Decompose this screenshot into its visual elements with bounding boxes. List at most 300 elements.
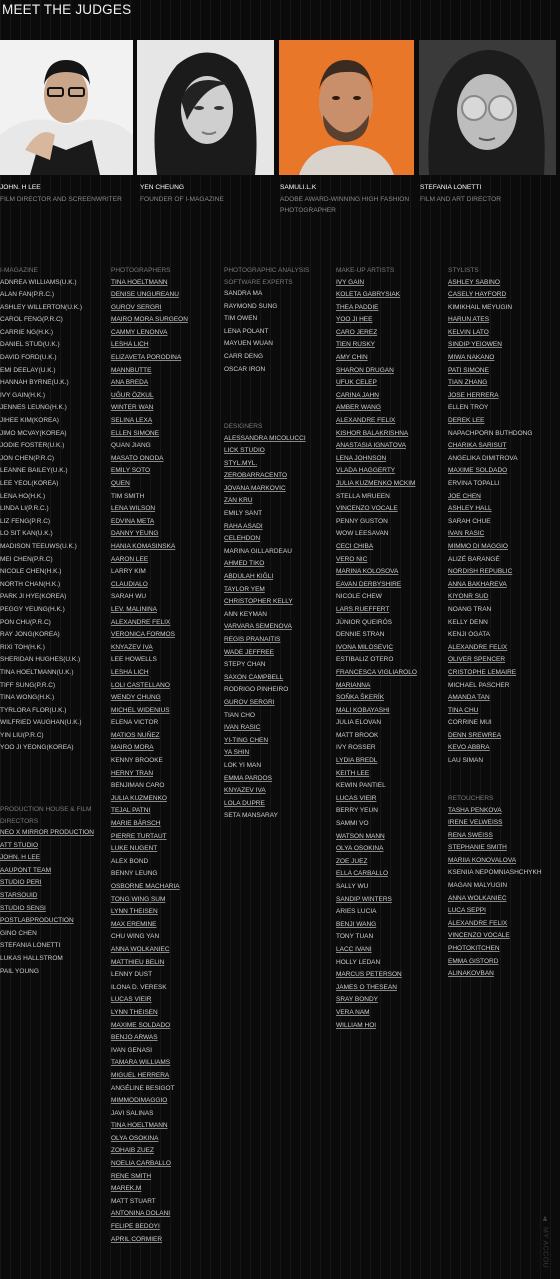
list-item[interactable]: AMBER WANG — [336, 404, 381, 412]
list-item: ARIES LUCIA — [336, 908, 377, 916]
list-item[interactable]: LYNN THEISEN — [111, 908, 158, 916]
list-item[interactable]: LYDIA BREDL — [336, 757, 378, 765]
list-item[interactable]: STARSOUID — [0, 891, 38, 899]
list-item[interactable]: WINTER WAN — [111, 404, 154, 412]
list-item: ELENA VICTOR — [111, 719, 159, 727]
list-item[interactable]: MAXIME SOLDADO — [111, 1021, 171, 1029]
list-item[interactable]: HERNY TRAN — [111, 769, 154, 777]
list-item: SHERIDAN HUGHES(U.K.) — [0, 656, 81, 664]
list-item[interactable]: DEREK LEE — [448, 417, 485, 425]
list-item[interactable]: RENA SWEISS — [448, 831, 493, 839]
list-item: ERVINA TOPALLI — [448, 480, 500, 487]
list-item[interactable]: LICK STUDIO — [224, 447, 265, 455]
list-item[interactable]: CARINA JAHN — [336, 391, 379, 399]
list-item[interactable]: MAIRO MORA — [111, 744, 154, 752]
list-item[interactable]: AMY CHIN — [336, 354, 368, 362]
list-item: WILFRIED VAUGHAN(U.K.) — [0, 719, 82, 727]
list-item[interactable]: LUCAS VIEIR — [336, 794, 377, 802]
column-makeup-artists — [336, 265, 448, 1032]
list-item[interactable]: CHRISTOPHER KELLY — [224, 598, 293, 606]
list-item[interactable]: MATTHIEU BELIN — [111, 958, 165, 966]
list-item: CORRINE MUI — [448, 719, 492, 727]
list-item[interactable]: SHARON DRUGAN — [336, 366, 394, 374]
list-item[interactable]: WENDY CHUNG — [111, 694, 161, 702]
list-item[interactable]: ZAN KRU — [224, 497, 253, 505]
list-item[interactable]: ALEXANDRE FELIX — [336, 417, 396, 425]
list-item[interactable]: TAMARA WILLIAMS — [111, 1059, 171, 1067]
list-item: TIM SMITH — [111, 492, 145, 500]
list-item[interactable]: CRISTOPHE LEMAIRE — [448, 668, 517, 676]
column-photographers — [111, 265, 223, 1246]
list-item[interactable]: TONG WING SUM — [111, 895, 166, 903]
list-item: ASHLEY WILLERTON(U.K.) — [0, 303, 82, 311]
column-heading: SOFTWARE EXPERTS — [224, 278, 293, 286]
list-item[interactable]: LUKE NUGENT — [111, 845, 158, 853]
list-item[interactable]: KNYAZEV IVA — [111, 643, 153, 651]
list-item: KENJI OGATA — [448, 631, 491, 639]
judge-name[interactable]: STEFANIA LONETTI — [420, 184, 482, 191]
list-item: ANGELIKA DIMITROVA — [448, 454, 518, 462]
list-item[interactable]: NORDISH REPUBLIC — [448, 568, 513, 576]
list-item[interactable]: ZOE JUEZ — [336, 857, 368, 865]
list-item: PENNY GUSTON — [336, 517, 388, 525]
column-retouchers — [448, 793, 560, 981]
judge-name[interactable]: SAMULI.L.K — [280, 184, 317, 191]
judge-role: FILM AND ART DIRECTOR — [420, 195, 501, 203]
list-item[interactable]: ZEROBARRACENTO — [224, 472, 288, 480]
list-item[interactable]: LESHA LICH — [111, 341, 149, 349]
list-item[interactable]: EMILY SOTO — [111, 467, 151, 475]
list-item[interactable]: STUDIO PERI — [0, 879, 42, 887]
list-item: YIN LIU(P.R.C) — [0, 731, 44, 739]
list-item[interactable]: ANASTASIA IGNATOVA — [336, 442, 406, 450]
list-item: NORTH CHAN(H.K.) — [0, 580, 61, 588]
list-item[interactable]: LARS RUEFFERT — [336, 605, 390, 613]
list-item[interactable]: OLYA OSOKINA — [111, 1134, 159, 1142]
list-item: JIHEE KIM(KOREA) — [0, 417, 59, 425]
list-item: ELLEN TROY — [448, 404, 489, 412]
list-item[interactable]: ANNA WOLKANIEC — [111, 945, 170, 953]
list-item[interactable]: STUDIO SENSI — [0, 904, 46, 912]
list-item: CARR DENG — [224, 352, 264, 360]
list-item: ANGÉLINE BESIGOT — [111, 1084, 175, 1092]
list-item[interactable]: TINA HOELTMANN — [111, 1122, 168, 1130]
list-item[interactable]: VERA NAM — [336, 1008, 370, 1016]
list-item[interactable]: KEITH LEE — [336, 769, 370, 777]
list-item: CARRIE NG(H.K.) — [0, 328, 54, 336]
list-item[interactable]: ALEXANDRE FELIX — [111, 618, 171, 626]
list-item[interactable]: KELVIN LATO — [448, 328, 489, 336]
list-item: BENNY LEUNG — [111, 870, 158, 878]
list-item: GINO CHEN — [0, 929, 37, 937]
judge-portrait-1-image — [0, 40, 133, 175]
list-item: SANDRA MA — [224, 290, 263, 297]
list-item: SETA MANSARAY — [224, 812, 278, 820]
list-item[interactable]: CELEHDON — [224, 535, 261, 543]
list-item: QUAN JIANG — [111, 442, 151, 450]
list-item[interactable]: ELLEN SIMONE — [111, 429, 160, 437]
list-item: LUKAS HALLSTROM — [0, 954, 63, 962]
list-item[interactable]: ANNA WOLKANIEC — [448, 894, 507, 902]
list-item: RAYMOND SUNG — [224, 302, 278, 310]
list-item: RIXI TOH(H.K.) — [0, 643, 45, 651]
list-item: MATT BROOK — [336, 731, 379, 739]
list-item[interactable]: MARIANNA — [336, 681, 371, 689]
list-item[interactable]: EDVINA META — [111, 517, 155, 525]
list-item[interactable]: SRAY BONDY — [336, 996, 379, 1004]
list-item[interactable]: RENE SMITH — [111, 1172, 152, 1180]
list-item[interactable]: SOŇKA ŠKERÍK — [336, 694, 385, 702]
list-item[interactable]: IVAN RASIC — [224, 724, 261, 732]
list-item[interactable]: BENJO ARWAS — [111, 1034, 158, 1042]
list-item[interactable]: MAIRO MORA SURGEON — [111, 316, 188, 324]
list-item: BENJIMAN CARO — [111, 782, 165, 790]
list-item[interactable]: EMMA GISTORD — [448, 957, 499, 965]
list-item[interactable]: WATSON MANN — [336, 832, 385, 840]
list-item[interactable]: DENN SREWREA — [448, 731, 502, 739]
judge-portrait-4-image — [419, 40, 556, 175]
list-item[interactable]: CLAUDIALO — [111, 580, 148, 588]
list-item: STELLA MRUEEN — [336, 492, 390, 500]
list-item: JODIE FOSTER(U.K.) — [0, 442, 65, 450]
list-item[interactable]: VERO NIC — [336, 555, 368, 563]
list-item[interactable]: SAXON CAMPBELL — [224, 673, 284, 681]
list-item[interactable]: CASELY HAYFORD — [448, 291, 507, 299]
list-item[interactable]: YA SHIN — [224, 749, 250, 757]
list-item[interactable]: VINCENZO VOCALE — [448, 932, 510, 940]
list-item[interactable]: MARIE BÄRSCH — [111, 820, 161, 828]
judge-portrait-2-image — [137, 40, 274, 175]
list-item[interactable]: LUCAS VIEIR — [111, 996, 152, 1004]
list-item: LOK YI MAN — [224, 761, 262, 769]
list-item[interactable]: MIMMODIMAGGIO — [111, 1097, 168, 1105]
my-account-label: MY ACCOU — [541, 1227, 549, 1269]
list-item[interactable]: PIERRE TURTAUT — [111, 832, 167, 840]
column-production — [0, 804, 112, 978]
list-item[interactable]: LESHA LICH — [111, 668, 149, 676]
list-item[interactable]: ATT STUDIO — [0, 841, 39, 849]
list-item: LENNY DUST — [111, 971, 153, 979]
list-item[interactable]: LACC IVANI — [336, 945, 372, 953]
list-item[interactable]: BENJI WANG — [336, 920, 377, 928]
list-item[interactable]: MALI KOBAYASHI — [336, 706, 390, 714]
list-item: MICHAEL PASCHER — [448, 681, 510, 689]
user-icon: ♟ — [541, 1216, 549, 1223]
credit-list — [0, 827, 112, 978]
list-item: LEANNE BAILEY(U.K.) — [0, 467, 68, 475]
list-item: CAROL FENG(P.R.C) — [0, 316, 63, 324]
list-item: KIMIKHAIL MEYUGIN — [448, 303, 513, 311]
list-item[interactable]: VERONICA FORMOS — [111, 631, 175, 639]
list-item[interactable]: LEV. MALININA — [111, 605, 158, 613]
list-item[interactable]: ASHLEY HALL — [448, 505, 492, 513]
list-item: MADISON TEEUWS(U.K.) — [0, 542, 77, 550]
list-item[interactable]: JOE CHEN — [448, 492, 481, 500]
credit-list — [111, 277, 223, 1247]
list-item[interactable]: KNYAZEV IVA — [224, 787, 266, 795]
list-item[interactable]: EAVAN DERBYSHIRE — [336, 580, 402, 588]
list-item: TIFF SUNG(P.R.C) — [0, 681, 56, 689]
list-item: OSCAR IRON — [224, 365, 266, 373]
list-item: JIMO MCVAY(KOREA) — [0, 429, 67, 437]
list-item[interactable]: KIYONR SUD — [448, 593, 489, 601]
list-item: KEWIN PANTIEL — [336, 782, 386, 790]
list-item[interactable]: OLIVER SPENCER — [448, 656, 506, 664]
list-item[interactable]: HARUN ATES — [448, 316, 490, 324]
list-item[interactable]: TAYLOR YEM — [224, 585, 265, 593]
list-item[interactable]: MARINA KOLOSOVA — [336, 568, 399, 576]
list-item: JAVI SALINAS — [111, 1109, 154, 1117]
list-item[interactable]: ALEXANDRE FELIX — [448, 919, 508, 927]
list-item[interactable]: PATI SIMONE — [448, 366, 489, 374]
list-item[interactable]: TASHA PENKOVA — [448, 806, 502, 814]
list-item[interactable]: OLYA OSOKINA — [336, 845, 384, 853]
list-item: HANNAH BYRNE(U.K.) — [0, 379, 69, 387]
list-item[interactable]: JULIA KUZMENKO — [111, 794, 167, 802]
list-item[interactable]: VARVARA SEMENOVA — [224, 623, 292, 631]
list-item: LENA POLANT — [224, 327, 269, 335]
list-item[interactable]: ZOHAIB ZUEZ — [111, 1147, 154, 1155]
list-item[interactable]: LENA WILSON — [111, 505, 156, 513]
list-item: SALLY WU — [336, 883, 369, 890]
list-item[interactable]: WADE JEFFREE — [224, 648, 274, 656]
list-item[interactable]: JOVANA MARKOVIC — [224, 484, 286, 492]
list-item[interactable]: ELLA CARBALLO — [336, 870, 389, 878]
list-item[interactable]: DANNY YEUNG — [111, 530, 159, 538]
list-item: IVY GAIN(H.K.) — [0, 391, 46, 399]
list-item[interactable]: REGIS PRANAITIS — [224, 636, 281, 643]
list-item[interactable]: ANA BREDA — [111, 379, 149, 387]
list-item[interactable]: AARON LEE — [111, 555, 149, 563]
list-item[interactable]: LOLI CASTELLANO — [111, 681, 170, 689]
list-item: PON CHU(P.R.C) — [0, 618, 51, 626]
list-item: NICOLE CHEW — [336, 593, 382, 601]
list-item[interactable]: MAX EREMINE — [111, 920, 157, 928]
list-item[interactable]: MASATO ONODA — [111, 454, 164, 462]
list-item: ALIZÉ BARANGÉ — [448, 555, 500, 563]
list-item[interactable]: TEJAL PATNI — [111, 807, 151, 815]
column-heading: RETOUCHERS — [448, 795, 494, 802]
list-item[interactable]: KISHOR BALAKRISHNA — [336, 429, 409, 437]
column-heading: STYLISTS — [448, 267, 479, 274]
column-i-magazine — [0, 265, 112, 755]
list-item: YOO JI YEONG(KOREA) — [0, 744, 74, 752]
judge-info-2 — [140, 182, 280, 205]
column-heading: I-MAGAZINE — [0, 267, 38, 274]
list-item: MAGAN MALYUGIN — [448, 882, 508, 890]
list-item[interactable]: THEA PADDIE — [336, 303, 379, 311]
list-item[interactable]: ELIZAVETA PORODINA — [111, 354, 182, 362]
list-item[interactable]: AAUPONT TEAM — [0, 866, 52, 874]
list-item[interactable]: POSTLABPRODUCTION — [0, 917, 74, 925]
list-item[interactable]: UĞUR ÖZKUL — [111, 391, 154, 399]
list-item[interactable]: SELINA LEXA — [111, 417, 153, 425]
list-item[interactable]: STYL.MYL. — [224, 459, 258, 467]
list-item[interactable]: MARIIA KONOVALOVA — [448, 856, 517, 864]
page-title: MEET THE JUDGES — [2, 2, 132, 17]
list-item: TIAN CHO — [224, 711, 256, 719]
list-item[interactable]: KEVO ABBRA — [448, 744, 490, 752]
list-item[interactable]: CHARIKA SARISUT — [448, 442, 507, 450]
list-item[interactable]: ALEXANDRE FELIX — [448, 643, 508, 651]
list-item[interactable]: JOSE HERRERA — [448, 391, 499, 399]
list-item[interactable]: AMANDA TAN — [448, 694, 490, 702]
list-item: LAU SIMAN — [448, 757, 484, 765]
credit-list — [224, 288, 336, 376]
list-item[interactable]: GUROV SERGRI — [224, 698, 275, 706]
list-item: STEFANIA LONETTI — [0, 942, 61, 950]
list-item[interactable]: EMMA PARDOS — [224, 774, 272, 782]
judge-info-3 — [280, 182, 418, 217]
list-item: KSENIIA NEPOMNIASHCHYKH — [448, 869, 542, 877]
list-item[interactable]: JULIA KUZMENKO MCKIM — [336, 480, 416, 487]
list-item[interactable]: QUEN — [111, 480, 130, 487]
list-item[interactable]: SANDIP WINTERS — [336, 895, 392, 903]
list-item[interactable]: MIMMO DI MAGGIO — [448, 542, 508, 550]
list-item: ADNREA WILLIAMS(U.K.) — [0, 278, 77, 286]
judges-gallery — [0, 40, 560, 175]
list-item[interactable]: IVY GAIN — [336, 278, 365, 286]
list-item[interactable]: TINA HOELTMANN — [111, 278, 168, 286]
list-item[interactable]: ALINAKOVBAN — [448, 970, 494, 978]
list-item[interactable]: CAMMY LENONVA — [111, 328, 168, 336]
list-item: WOW LEESAVAN — [336, 530, 389, 538]
list-item[interactable]: MAREK.M — [111, 1185, 142, 1193]
list-item[interactable]: NEO X MIRROR PRODUCTION — [0, 829, 94, 836]
column-heading: PRODUCTION HOUSE & FILM — [0, 806, 92, 813]
list-item: ALEX BOND — [111, 857, 149, 865]
list-item[interactable]: CECI CHIBA — [336, 542, 374, 550]
list-item[interactable]: MIWA NAKANO — [448, 354, 495, 362]
list-item[interactable]: WILLIAM HOI — [336, 1021, 377, 1029]
list-item[interactable]: MICHEL WIDENIUS — [111, 706, 170, 714]
judge-name[interactable]: JOHN. H LEE — [0, 184, 41, 191]
list-item: TINA WONG(H.K.) — [0, 694, 55, 702]
list-item: DAVID FORD(U.K.) — [0, 354, 57, 362]
column-heading: DESIGNERS — [224, 423, 263, 430]
list-item[interactable]: ANNA BAKHAREVA — [448, 580, 507, 588]
list-item[interactable]: YOO JI HEE — [336, 316, 373, 324]
list-item: IVAN GENASI — [111, 1046, 153, 1054]
list-item[interactable]: IRENE VELWEISS — [448, 819, 503, 827]
list-item: JULIA ELOVAN — [336, 719, 382, 727]
list-item: LENA HO(H.K.) — [0, 492, 46, 500]
list-item[interactable]: TIAN ZHANG — [448, 379, 488, 387]
list-item[interactable]: JOHN. H LEE — [0, 854, 41, 862]
list-item: TONY TUAN — [336, 933, 374, 941]
list-item[interactable]: GUROV SERGRI — [111, 303, 162, 311]
list-item[interactable]: ASHLEY SABINO — [448, 278, 500, 286]
column-stylists — [448, 265, 560, 768]
list-item[interactable]: ABDULAH KIĞLI — [224, 573, 274, 581]
list-item[interactable]: PHOTOKITCHEN — [448, 945, 500, 953]
list-item: EMILY SANT — [224, 510, 263, 518]
my-account-tab[interactable] — [536, 1215, 554, 1275]
list-item[interactable]: MATIOS NUÑEZ — [111, 731, 160, 739]
list-item: KENNY BROOKE — [111, 757, 163, 765]
column-photographic-analysis — [224, 265, 336, 376]
list-item[interactable]: LOLA DUPRE — [224, 799, 265, 807]
list-item[interactable]: KOLETA GABRYSIAK — [336, 291, 401, 299]
list-item: LINDA LI(P.R.C.) — [0, 505, 49, 513]
list-item: LEE YEOL(KOREA) — [0, 480, 59, 487]
judge-photo-3[interactable] — [279, 40, 414, 175]
list-item: RAY JONG(KOREA) — [0, 631, 60, 639]
list-item[interactable]: DENISE UNGUREANU — [111, 291, 179, 299]
judge-role: ADOBE AWARD-WINNING HIGH FASHION PHOTOGRAPHER — [280, 195, 410, 214]
list-item: LARRY KIM — [111, 568, 146, 576]
list-item[interactable]: HANIA KOMASINSKA — [111, 542, 176, 550]
list-item: MAYUEN WUAN — [224, 340, 273, 348]
list-item[interactable]: MAXIME SOLDADO — [448, 467, 508, 475]
list-item[interactable]: TIEN RUSKY — [336, 341, 376, 349]
judge-photo-2[interactable] — [137, 40, 274, 175]
list-item: DENNIE STRAN — [336, 631, 385, 639]
list-item[interactable]: LENA JOHNSON — [336, 454, 387, 462]
list-item[interactable]: ALESSANDRA MICOLUCCI — [224, 434, 306, 442]
credit-list — [448, 805, 560, 981]
credit-list — [336, 277, 448, 1033]
list-item[interactable]: APRIL CORMIER — [111, 1235, 163, 1243]
judge-info-4 — [420, 182, 560, 205]
list-item: MATT STUART — [111, 1197, 156, 1205]
list-item[interactable]: MANNBUTTE — [111, 366, 152, 374]
list-item: LIZ FENG(P.R.C) — [0, 517, 51, 525]
list-item[interactable]: LUCA SEPPI — [448, 907, 486, 915]
list-item: JÚNIOR QUEIRÓS — [336, 618, 392, 626]
list-item[interactable]: SINDIP YEIOWEN — [448, 341, 502, 349]
credit-list — [224, 433, 336, 823]
list-item[interactable]: IVONA MILOSEVIC — [336, 643, 394, 651]
list-item[interactable]: RAHA ASADI — [224, 522, 263, 530]
judge-photo-1[interactable] — [0, 40, 133, 175]
list-item[interactable]: MIGUEL HERRERA — [111, 1071, 170, 1079]
judge-info-1 — [0, 182, 140, 205]
list-item[interactable]: FELIPE BEDOYI — [111, 1223, 160, 1231]
credit-list — [0, 277, 112, 756]
judge-photo-4[interactable] — [419, 40, 556, 175]
judge-name[interactable]: YEN CHEUNG — [140, 184, 184, 191]
list-item: NAPACHPORN BUTHDONG — [448, 429, 533, 437]
list-item: IVY ROSSER — [336, 744, 376, 752]
list-item: TYRLORA FLOR(U.K.) — [0, 706, 67, 714]
list-item[interactable]: OSBORNE MACHARIA — [111, 883, 180, 890]
list-item[interactable]: UFUK CELEP — [336, 379, 377, 387]
list-item: EMI DEELAY(U.K.) — [0, 366, 56, 374]
list-item[interactable]: CARO JEREZ — [336, 328, 378, 336]
list-item[interactable]: YI-TING CHEN — [224, 736, 269, 744]
list-item: SARAH WU — [111, 593, 147, 601]
list-item[interactable]: VLADA HAGGERTY — [336, 467, 396, 475]
list-item[interactable]: VINCENZO VOCALE — [336, 505, 398, 513]
list-item[interactable]: NOELIA CARBALLO — [111, 1160, 171, 1168]
list-item: SARAH CHUE — [448, 517, 491, 525]
list-item[interactable]: TINA CHU — [448, 706, 479, 714]
column-heading: DIRECTORS — [0, 817, 39, 825]
list-item: KELLY DENN — [448, 618, 488, 626]
list-item[interactable]: AHMED TIKO — [224, 560, 265, 568]
list-item[interactable]: STEPHANIE SMITH — [448, 844, 507, 852]
list-item[interactable]: JAMES O THESEAN — [336, 983, 397, 991]
list-item[interactable]: FRANCESCA VIGLIAROLO — [336, 668, 417, 676]
judge-role: FILM DIRECTOR AND SCREENWRITER — [0, 195, 122, 203]
list-item[interactable]: LYNN THEISEN — [111, 1008, 158, 1016]
list-item[interactable]: MARCUS PETERSON — [336, 971, 402, 979]
column-heading: PHOTOGRAPHERS — [111, 267, 171, 274]
list-item: SAMMI VO — [336, 820, 369, 828]
list-item[interactable]: IVAN RASIC — [448, 530, 485, 538]
list-item[interactable]: ANTONINA DOLANI — [111, 1210, 171, 1218]
